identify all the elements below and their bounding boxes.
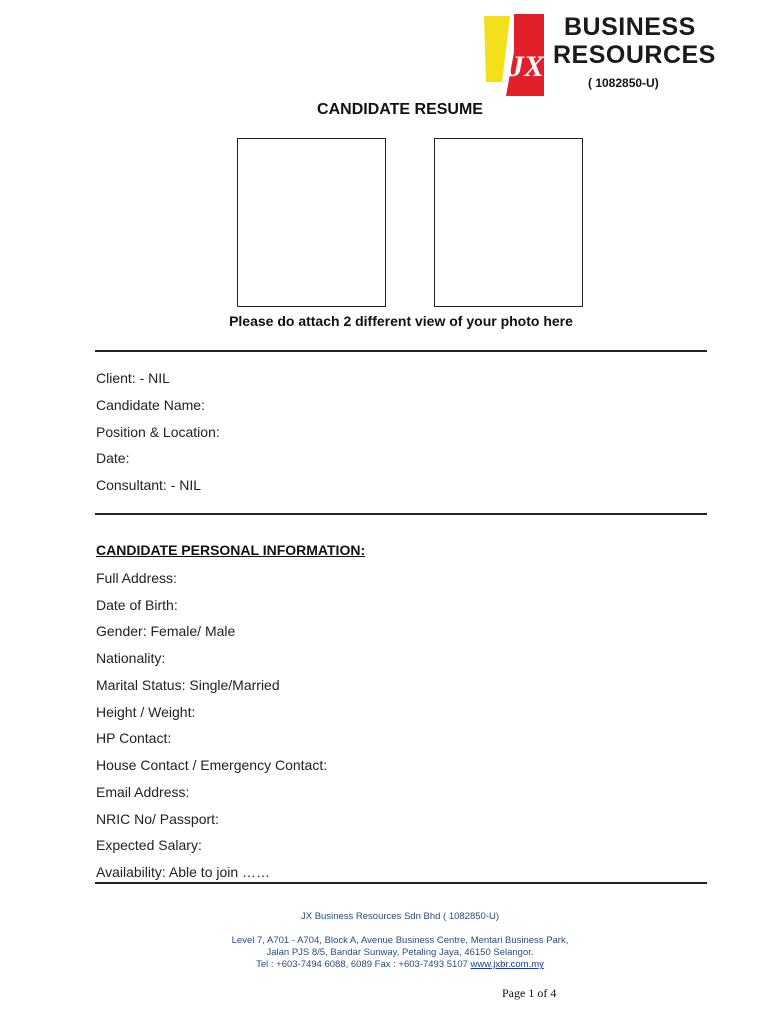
field-position-location: Position & Location: [96,424,220,440]
field-availability: Availability: Able to join …… [96,864,271,880]
field-house-emergency-contact: House Contact / Emergency Contact: [96,757,328,773]
field-email-address: Email Address: [96,784,190,800]
field-nric-passport: NRIC No/ Passport: [96,811,219,827]
footer-address-line-1: Level 7, A701 - A704, Block A, Avenue Business Centre, Mentari Business Park, [231,935,569,946]
field-gender: Gender: Female/ Male [96,623,236,639]
footer-company: JX Business Resources Sdn Bhd ( 1082850-U) [300,911,500,922]
company-logo [480,10,716,100]
divider [95,350,707,352]
field-height-weight: Height / Weight: [96,704,196,720]
page-number: Page 1 of 4 [502,986,557,1000]
footer-address-line-2: Jalan PJS 8/5, Bandar Sunway, Petaling Jaya, 46150 Selangor. [266,947,534,958]
jx-logo-mark-icon [480,12,546,98]
footer-contact-line [0,959,768,970]
field-client: Client: - NIL [96,370,170,386]
field-full-address: Full Address: [96,570,177,586]
field-expected-salary: Expected Salary: [96,837,202,853]
page-title: CANDIDATE RESUME [317,101,483,118]
photo-box-1[interactable] [237,138,386,307]
footer-website-link[interactable]: www.jxbr.com.my [470,959,544,970]
logo-text-business: BUSINESS [564,13,696,41]
divider [95,513,707,515]
svg-text:JX: JX [509,50,545,83]
field-date-of-birth: Date of Birth: [96,597,178,613]
field-nationality: Nationality: [96,650,166,666]
photo-box-2[interactable] [434,138,583,307]
field-marital-status: Marital Status: Single/Married [96,677,280,693]
footer-contact: Tel : +603-7494 6088, 6089 Fax : +603-7493 5107 [256,959,471,970]
field-candidate-name: Candidate Name: [96,397,205,413]
logo-text-resources: RESOURCES [553,41,716,69]
field-consultant: Consultant: - NIL [96,477,202,493]
field-hp-contact: HP Contact: [96,730,172,746]
field-date: Date: [96,450,130,466]
section-heading-personal-info: CANDIDATE PERSONAL INFORMATION: [96,542,366,558]
photo-caption: Please do attach 2 different view of your photo here [229,313,573,329]
divider [95,882,707,884]
logo-registration: ( 1082850-U) [588,76,659,90]
